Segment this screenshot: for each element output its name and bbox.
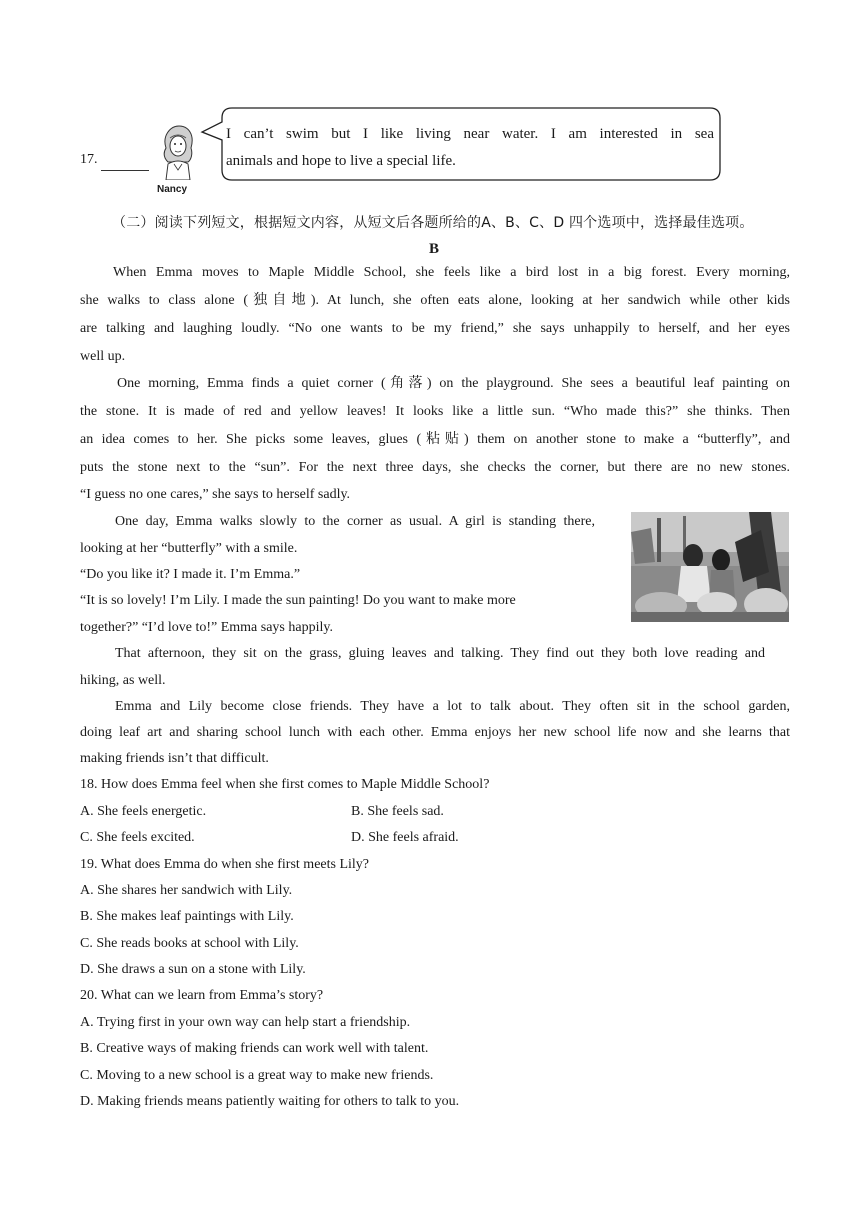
question-19-option-d[interactable]: D. She draws a sun on a stone with Lily. bbox=[80, 962, 306, 977]
passage-line: One day, Emma walks slowly to the corner as usual. A girl is standing there, bbox=[115, 514, 595, 529]
section-instruction: （二）阅读下列短文，根据短文内容，从短文后各题所给的A、B、C、D 四个选项中，选择最佳选项。 bbox=[112, 215, 754, 231]
passage-line: When Emma moves to Maple Middle School, she feels like a bird lost in a big forest. Every morning, bbox=[113, 265, 790, 280]
passage-line: hiking, as well. bbox=[80, 673, 166, 688]
question-18-option-a[interactable]: A. She feels energetic. bbox=[80, 804, 207, 819]
speech-bubble-line-2: animals and hope to live a special life. bbox=[226, 153, 456, 169]
passage-line: an idea comes to her. She picks some leaves, glues (粘贴) them on another stone to make a “butterfly”, and bbox=[80, 432, 790, 447]
question-20-option-d[interactable]: D. Making friends means patiently waiting for others to talk to you. bbox=[80, 1094, 460, 1109]
question-18-option-c[interactable]: C. She feels excited. bbox=[80, 830, 195, 845]
passage-line: “Do you like it? I made it. I’m Emma.” bbox=[80, 567, 301, 582]
question-18-option-b[interactable]: B. She feels sad. bbox=[351, 804, 444, 819]
question-17-answer-blank[interactable] bbox=[101, 170, 149, 171]
question-20-option-b[interactable]: B. Creative ways of making friends can work well with talent. bbox=[80, 1041, 429, 1056]
passage-line: well up. bbox=[80, 349, 126, 364]
speech-bubble bbox=[198, 104, 724, 184]
passage-line: looking at her “butterfly” with a smile. bbox=[80, 541, 298, 556]
passage-line: she walks to class alone (独自地). At lunch, she often eats alone, looking at her sandwich while other kids bbox=[80, 293, 790, 308]
girl-avatar-icon bbox=[158, 124, 198, 180]
speech-bubble-line-1: I can’t swim but I like living near water. I am interested in sea bbox=[226, 126, 714, 142]
section-heading: B bbox=[428, 241, 439, 257]
question-19-stem: 19. What does Emma do when she first meets Lily? bbox=[80, 857, 370, 872]
girls-leaf-art-photo bbox=[631, 512, 789, 622]
passage-line: That afternoon, they sit on the grass, gluing leaves and talking. They find out they both love reading and bbox=[115, 646, 765, 661]
passage-line: One morning, Emma finds a quiet corner (角落) on the playground. She sees a beautiful leaf painting on bbox=[117, 376, 790, 391]
speaker-name: Nancy bbox=[157, 184, 188, 195]
passage-line: together?” “I’d love to!” Emma says happily. bbox=[80, 620, 333, 635]
passage-line: doing leaf art and sharing school lunch with each other. Emma enjoys her new school life now and she learns that bbox=[80, 725, 790, 740]
question-18-stem: 18. How does Emma feel when she first comes to Maple Middle School? bbox=[80, 777, 490, 792]
question-19-option-a[interactable]: A. She shares her sandwich with Lily. bbox=[80, 883, 293, 898]
question-19-option-b[interactable]: B. She makes leaf paintings with Lily. bbox=[80, 909, 294, 924]
passage-line: “I guess no one cares,” she says to herself sadly. bbox=[80, 487, 351, 502]
question-17-number: 17. bbox=[80, 152, 98, 167]
passage-line: are talking and laughing loudly. “No one wants to be my friend,” she says unhappily to herself, and her eyes bbox=[80, 321, 790, 336]
question-20-stem: 20. What can we learn from Emma’s story? bbox=[80, 988, 324, 1003]
question-20-option-c[interactable]: C. Moving to a new school is a great way to make new friends. bbox=[80, 1068, 434, 1083]
question-19-option-c[interactable]: C. She reads books at school with Lily. bbox=[80, 936, 299, 951]
passage-line: making friends isn’t that difficult. bbox=[80, 751, 269, 766]
passage-line: Emma and Lily become close friends. They have a lot to talk about. They often sit in the school garden, bbox=[115, 699, 790, 714]
question-18-option-d[interactable]: D. She feels afraid. bbox=[351, 830, 459, 845]
passage-line: the stone. It is made of red and yellow leaves! It looks like a little sun. “Who made this?” she thinks. Then bbox=[80, 404, 790, 419]
question-20-option-a[interactable]: A. Trying first in your own way can help start a friendship. bbox=[80, 1015, 411, 1030]
passage-line: puts the stone next to the “sun”. For the next three days, she checks the corner, but there are no new stones. bbox=[80, 460, 790, 475]
passage-line: “It is so lovely! I’m Lily. I made the sun painting! Do you want to make more bbox=[80, 593, 516, 608]
